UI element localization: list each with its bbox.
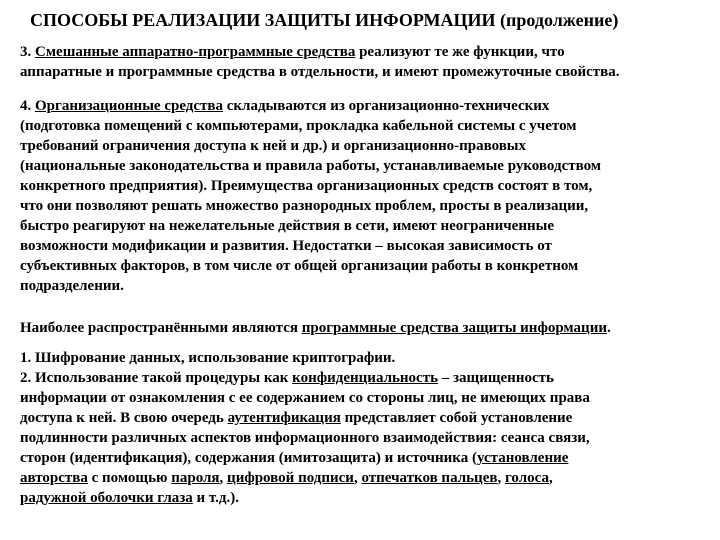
term-authentication: аутентификация — [227, 410, 341, 426]
text-fragment: . — [606, 320, 611, 336]
paragraph-mixed-tools — [20, 42, 710, 82]
paragraph-line: возможности модификации и развития. Недостатки – высокая зависимость от — [20, 238, 552, 254]
paragraph-line: аппаратные и программные средства в отдельности, и имеют промежуточные свойства. — [20, 64, 620, 80]
list-item-line: подлинности различных аспектов информационного взаимодействия: сеанса связи, — [20, 430, 590, 446]
text-fragment: и т.д.). — [196, 490, 239, 506]
term-voice: голоса — [504, 470, 549, 486]
text-fragment: сторон (идентификация), содержания (имитозащита) и источника ( — [20, 450, 477, 466]
paragraph-line — [20, 318, 710, 338]
paragraph-organizational-tools — [20, 96, 710, 296]
item-number: 3. — [20, 44, 32, 60]
term-authorship: авторства — [20, 470, 88, 486]
slide-title: СПОСОБЫ РЕАЛИЗАЦИИ ЗАЩИТЫ ИНФОРМАЦИИ (продолжение) — [30, 10, 619, 30]
text-fragment: , — [353, 470, 358, 486]
term-software-protection: программные средства защиты информации — [301, 320, 607, 336]
text-fragment: доступа к ней. В свою очередь — [20, 410, 224, 426]
term-password: пароля — [171, 470, 220, 486]
text-fragment: – защищенность — [441, 370, 554, 386]
text-fragment: с помощью — [91, 470, 168, 486]
text-fragment: складываются из организационно-технических — [226, 98, 550, 114]
text-fragment: , — [548, 470, 553, 486]
paragraph-common-tools — [20, 318, 710, 338]
text-fragment: 2. Использование такой процедуры как — [20, 370, 289, 386]
term-fingerprints: отпечатков пальцев — [361, 470, 498, 486]
paragraph-line: быстро реагируют на нежелательные действия в сети, имеют неограниченные — [20, 218, 554, 234]
paragraph-line: конкретного предприятия). Преимущества организационных средств состоят в том, — [20, 178, 593, 194]
term-digital-signature: цифровой подписи — [227, 470, 354, 486]
protection-methods-list — [20, 348, 710, 508]
term-mixed-tools: Смешанные аппаратно-программные средства — [35, 44, 356, 60]
paragraph-line: что они позволяют решать множество разнородных проблем, просты в реализации, — [20, 198, 589, 214]
term-iris: радужной оболочки глаза — [20, 490, 193, 506]
term-organizational-tools: Организационные средства — [35, 98, 223, 114]
text-fragment: реализуют те же функции, что — [359, 44, 565, 60]
list-item-line — [20, 408, 710, 428]
text-fragment: Наиболее распространёнными являются — [20, 320, 298, 336]
text-fragment: , — [219, 470, 224, 486]
item-number: 4. — [20, 98, 32, 114]
list-item-line: информации от ознакомления с ее содержанием со стороны лиц, не имеющих права — [20, 390, 590, 406]
paragraph-line — [20, 42, 710, 62]
paragraph-line: (подготовка помещений с компьютерами, прокладка кабельной системы с учетом — [20, 118, 577, 134]
paragraph-line: подразделении. — [20, 278, 124, 294]
list-item-line — [20, 488, 710, 508]
list-item-line — [20, 448, 710, 468]
paragraph-line: (национальные законодательства и правила работы, устанавливаемые руководством — [20, 158, 602, 174]
paragraph-line — [20, 96, 710, 116]
text-fragment: , — [497, 470, 502, 486]
text-fragment: представляет собой установление — [344, 410, 573, 426]
paragraph-line: требований ограничения доступа к ней и др.) и организационно-правовых — [20, 138, 527, 154]
term-confidentiality: конфиденциальность — [292, 370, 439, 386]
paragraph-line: субъективных факторов, в том числе от общей организации работы в конкретном — [20, 258, 579, 274]
list-item — [20, 368, 710, 388]
list-item: 1. Шифрование данных, использование криптографии. — [20, 350, 396, 366]
list-item-line — [20, 468, 710, 488]
term-authorship-establishment: установление — [476, 450, 569, 466]
